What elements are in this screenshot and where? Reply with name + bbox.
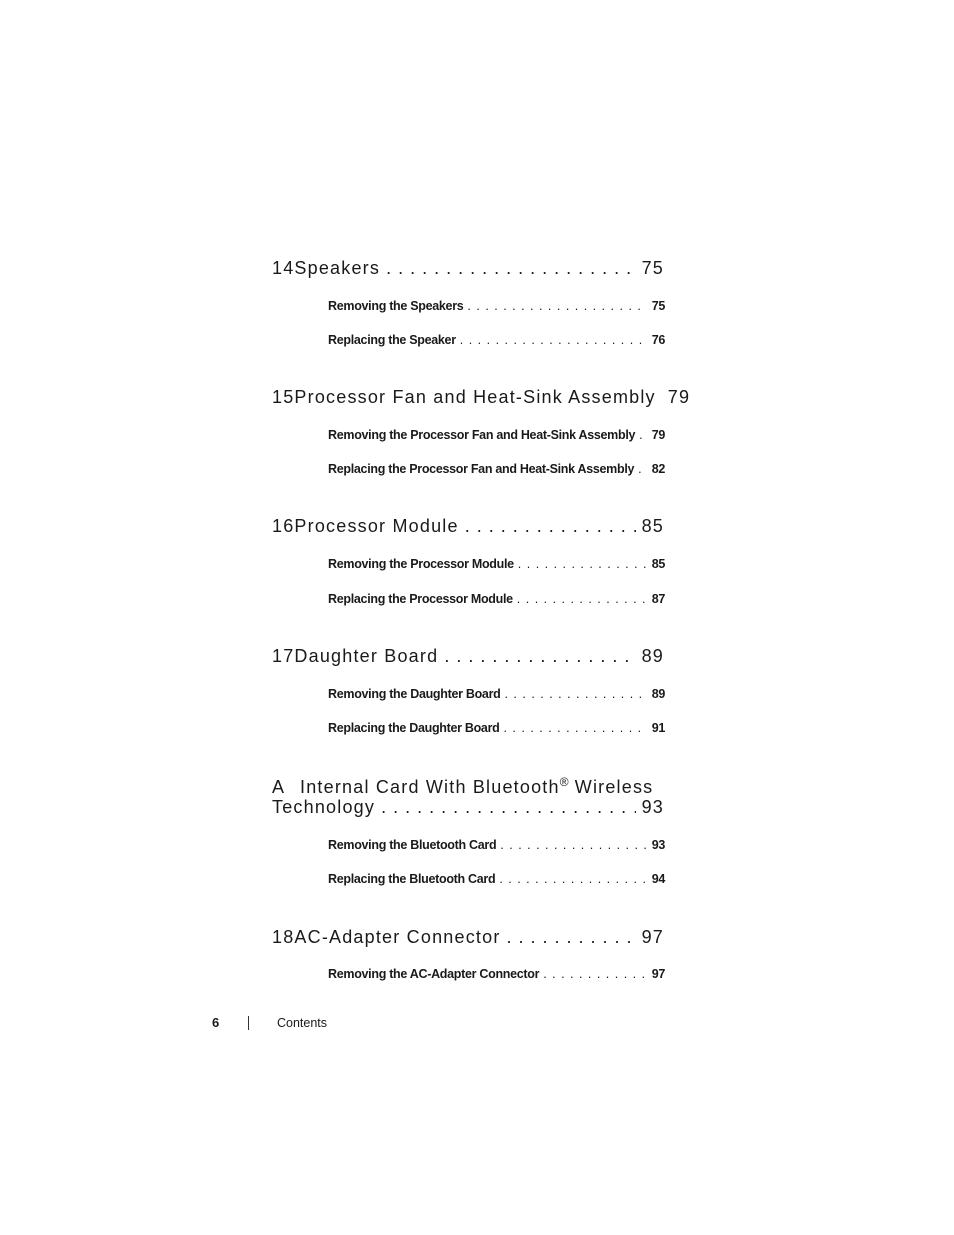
toc-chapter-14[interactable] [272, 258, 664, 279]
chapter-number: 15 [272, 387, 295, 407]
chapter-number: 18 [272, 927, 295, 947]
entry-page: 89 [651, 687, 665, 701]
chapter-page: 75 [641, 258, 664, 278]
toc-entry[interactable] [328, 838, 665, 852]
entry-title: Replacing the Processor Module [328, 592, 513, 606]
dot-leader [460, 333, 646, 347]
toc-entry[interactable] [328, 872, 665, 886]
toc-chapter-a-line1[interactable] [272, 775, 664, 798]
dot-leader [639, 428, 646, 442]
dot-leader [381, 797, 636, 818]
dot-leader [444, 646, 635, 667]
dot-leader [500, 838, 645, 852]
entry-page: 91 [651, 721, 665, 735]
dot-leader [507, 927, 636, 948]
footer-label: Contents [277, 1016, 328, 1030]
toc-entry[interactable] [328, 592, 665, 606]
entry-page: 93 [651, 838, 665, 852]
chapter-number: 17 [272, 646, 295, 666]
entry-page: 94 [651, 872, 665, 886]
dot-leader [467, 299, 645, 313]
dot-leader [503, 721, 645, 735]
dot-leader [504, 687, 645, 701]
chapter-title-end: Wireless [568, 777, 654, 797]
dot-leader [638, 462, 646, 476]
chapter-title-line2: Technology [272, 797, 376, 817]
chapter-page: 89 [641, 646, 664, 666]
chapter-page: 85 [641, 516, 664, 536]
entry-title: Removing the Daughter Board [328, 687, 501, 701]
chapter-title: Daughter Board [294, 646, 439, 666]
toc-entry[interactable] [328, 299, 665, 313]
chapter-title: Speakers [294, 258, 381, 278]
toc-entry[interactable] [328, 687, 665, 701]
chapter-number: 16 [272, 516, 295, 536]
toc-chapter-a-line2[interactable] [272, 797, 664, 818]
entry-title: Replacing the Bluetooth Card [328, 872, 496, 886]
dot-leader [518, 557, 646, 571]
toc-entry[interactable] [328, 721, 665, 735]
dot-leader [543, 967, 646, 981]
toc-chapter-16[interactable] [272, 516, 664, 537]
chapter-title: Processor Fan and Heat-Sink Assembly [294, 387, 656, 407]
chapter-title: Processor Module [294, 516, 459, 536]
toc-entry[interactable] [328, 557, 665, 571]
entry-title: Removing the Speakers [328, 299, 464, 313]
dot-leader [386, 258, 636, 279]
dot-leader [465, 516, 636, 537]
entry-title: Replacing the Speaker [328, 333, 456, 347]
toc-chapter-15[interactable] [272, 387, 691, 408]
toc-entry[interactable] [328, 333, 665, 347]
chapter-number: A [272, 777, 286, 797]
entry-title: Removing the Processor Fan and Heat-Sink Assembly [328, 428, 636, 442]
chapter-title: Internal Card With Bluetooth [300, 777, 560, 797]
entry-page: 82 [651, 462, 665, 476]
toc-entry[interactable] [328, 967, 665, 981]
entry-page: 87 [651, 592, 665, 606]
entry-title: Replacing the Daughter Board [328, 721, 500, 735]
entry-page: 76 [651, 333, 665, 347]
dot-leader [499, 872, 645, 886]
chapter-title: AC-Adapter Connector [294, 927, 501, 947]
chapter-page: 93 [641, 797, 664, 817]
registered-mark: ® [559, 775, 569, 789]
entry-page: 75 [651, 299, 665, 313]
entry-page: 85 [651, 557, 665, 571]
chapter-page: 97 [641, 927, 664, 947]
entry-title: Removing the Processor Module [328, 557, 514, 571]
entry-title: Removing the Bluetooth Card [328, 838, 497, 852]
footer-separator [248, 1016, 249, 1030]
chapter-number: 14 [272, 258, 295, 278]
toc-entry[interactable] [328, 462, 665, 476]
footer-page-number: 6 [212, 1015, 220, 1030]
entry-title: Replacing the Processor Fan and Heat-Sink Assembly [328, 462, 635, 476]
entry-page: 97 [651, 967, 665, 981]
entry-title: Removing the AC-Adapter Connector [328, 967, 540, 981]
entry-page: 79 [651, 428, 665, 442]
toc-entry[interactable] [328, 428, 665, 442]
chapter-page: 79 [667, 387, 691, 407]
dot-leader [517, 592, 646, 606]
toc-chapter-17[interactable] [272, 646, 664, 667]
toc-chapter-18[interactable] [272, 927, 664, 948]
